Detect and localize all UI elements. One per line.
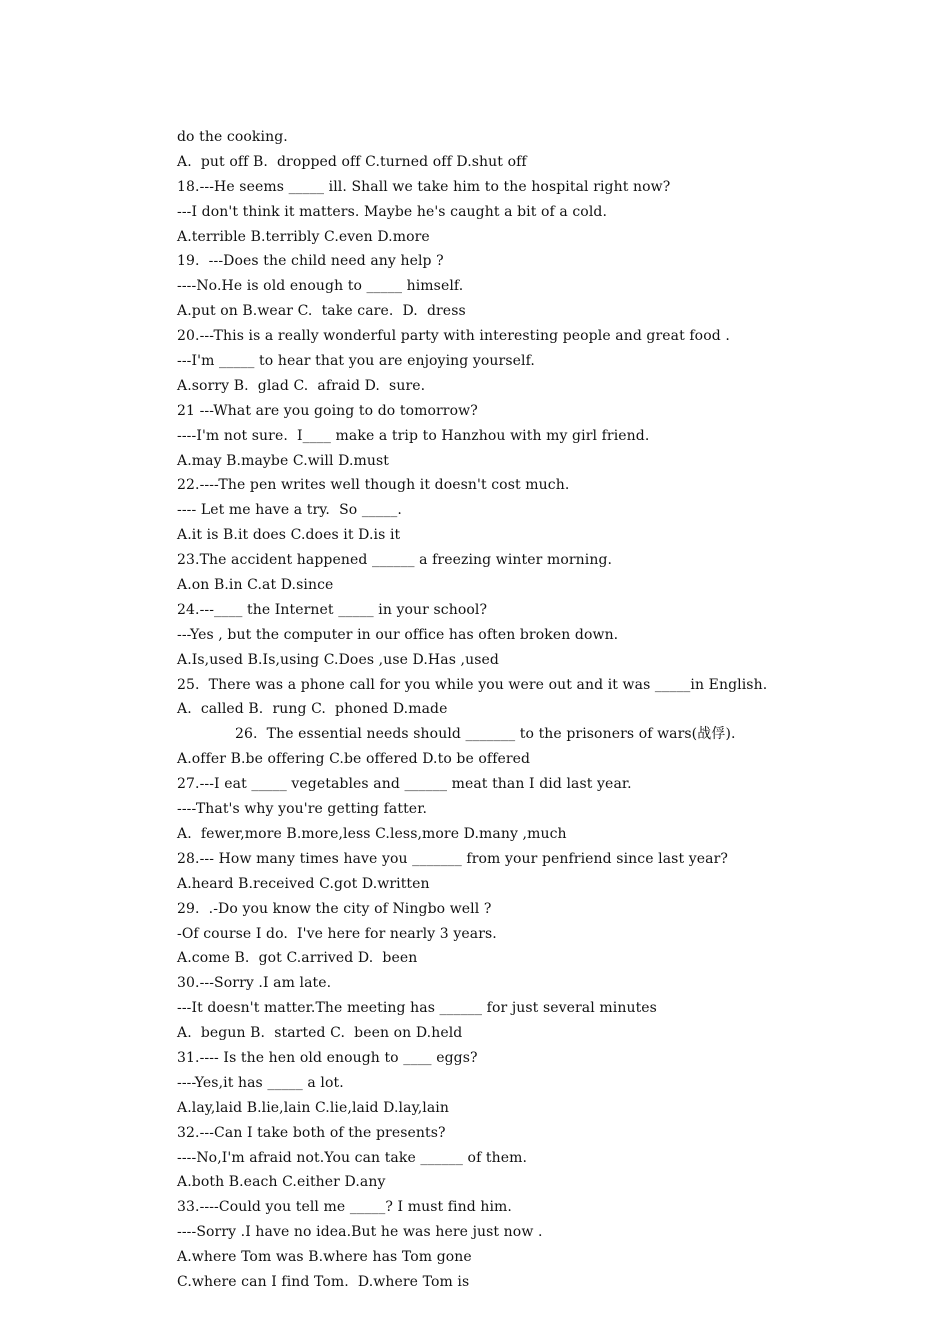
dialogue-line: ----Yes,it has _____ a lot. (177, 1074, 344, 1091)
answer-options: A.Is,used B.Is,using C.Does ,use D.Has ,used (177, 651, 499, 668)
dialogue-line: -Of course I do. I've here for nearly 3 years. (177, 925, 497, 942)
answer-options: A. begun B. started C. been on D.held (177, 1025, 463, 1042)
dialogue-line: ---I'm _____ to hear that you are enjoying yourself. (177, 353, 535, 370)
answer-options: A.on B.in C.at D.since (177, 577, 334, 594)
answer-options: A.put on B.wear C. take care. D. dress (177, 303, 466, 320)
answer-options: A.sorry B. glad C. afraid D. sure. (177, 377, 426, 394)
answer-options: A. put off B. dropped off C.turned off D.shut off (177, 153, 527, 170)
answer-options: A.offer B.be offering C.be offered D.to be offered (177, 751, 531, 768)
question-31: 31.---- Is the hen old enough to ____ eggs? (177, 1049, 478, 1066)
dialogue-line: ---Yes , but the computer in our office has often broken down. (177, 626, 619, 643)
question-27: 27.---I eat _____ vegetables and ______ meat than I did last year. (177, 776, 632, 793)
question-32: 32.---Can I take both of the presents? (177, 1124, 446, 1141)
question-18: 18.---He seems _____ ill. Shall we take him to the hospital right now? (177, 178, 671, 195)
question-23: 23.The accident happened ______ a freezing winter morning. (177, 552, 613, 569)
question-30: 30.---Sorry .I am late. (177, 975, 332, 992)
dialogue-line: ----That's why you're getting fatter. (177, 801, 427, 818)
answer-options: A.heard B.received C.got D.written (177, 875, 430, 892)
answer-options: A. called B. rung C. phoned D.made (177, 701, 448, 718)
question-20: 20.---This is a really wonderful party with interesting people and great food . (177, 328, 730, 345)
question-29: 29. .-Do you know the city of Ningbo well ? (177, 900, 492, 917)
answer-options: A.where Tom was B.where has Tom gone (177, 1249, 472, 1266)
dialogue-line: ----Sorry .I have no idea.But he was here just now . (177, 1224, 543, 1241)
dialogue-line: ---- Let me have a try. So _____. (177, 502, 402, 519)
dialogue-line: ---It doesn't matter.The meeting has ______ for just several minutes (177, 1000, 657, 1017)
question-33: 33.----Could you tell me _____? I must find him. (177, 1199, 512, 1216)
answer-options: A.both B.each C.either D.any (177, 1174, 386, 1191)
dialogue-line: ----No,I'm afraid not.You can take ______ of them. (177, 1149, 528, 1166)
question-19: 19. ---Does the child need any help ? (177, 253, 444, 270)
question-25: 25. There was a phone call for you while you were out and it was _____in English. (177, 676, 768, 693)
question-22: 22.----The pen writes well though it doesn't cost much. (177, 477, 570, 494)
question-21: 21 ---What are you going to do tomorrow? (177, 402, 478, 419)
text-line: do the cooking. (177, 129, 288, 145)
answer-options: C.where can I find Tom. D.where Tom is (177, 1273, 470, 1290)
question-26: 26. The essential needs should _______ to the prisoners of wars(战俘). (235, 726, 736, 743)
question-24: 24.---____ the Internet _____ in your school? (177, 601, 488, 618)
question-28: 28.--- How many times have you _______ from your penfriend since last year? (177, 850, 728, 867)
dialogue-line: ----No.He is old enough to _____ himself. (177, 278, 464, 295)
answer-options: A.it is B.it does C.does it D.is it (177, 527, 401, 544)
answer-options: A.may B.maybe C.will D.must (177, 452, 390, 469)
answer-options: A.terrible B.terribly C.even D.more (177, 228, 430, 245)
document-body (177, 125, 877, 1295)
dialogue-line: ----I'm not sure. I____ make a trip to Hanzhou with my girl friend. (177, 427, 650, 444)
dialogue-line: ---I don't think it matters. Maybe he's caught a bit of a cold. (177, 203, 608, 220)
answer-options: A.come B. got C.arrived D. been (177, 950, 418, 967)
answer-options: A. fewer,more B.more,less C.less,more D.many ,much (177, 825, 567, 842)
answer-options: A.lay,laid B.lie,lain C.lie,laid D.lay,lain (177, 1099, 449, 1116)
